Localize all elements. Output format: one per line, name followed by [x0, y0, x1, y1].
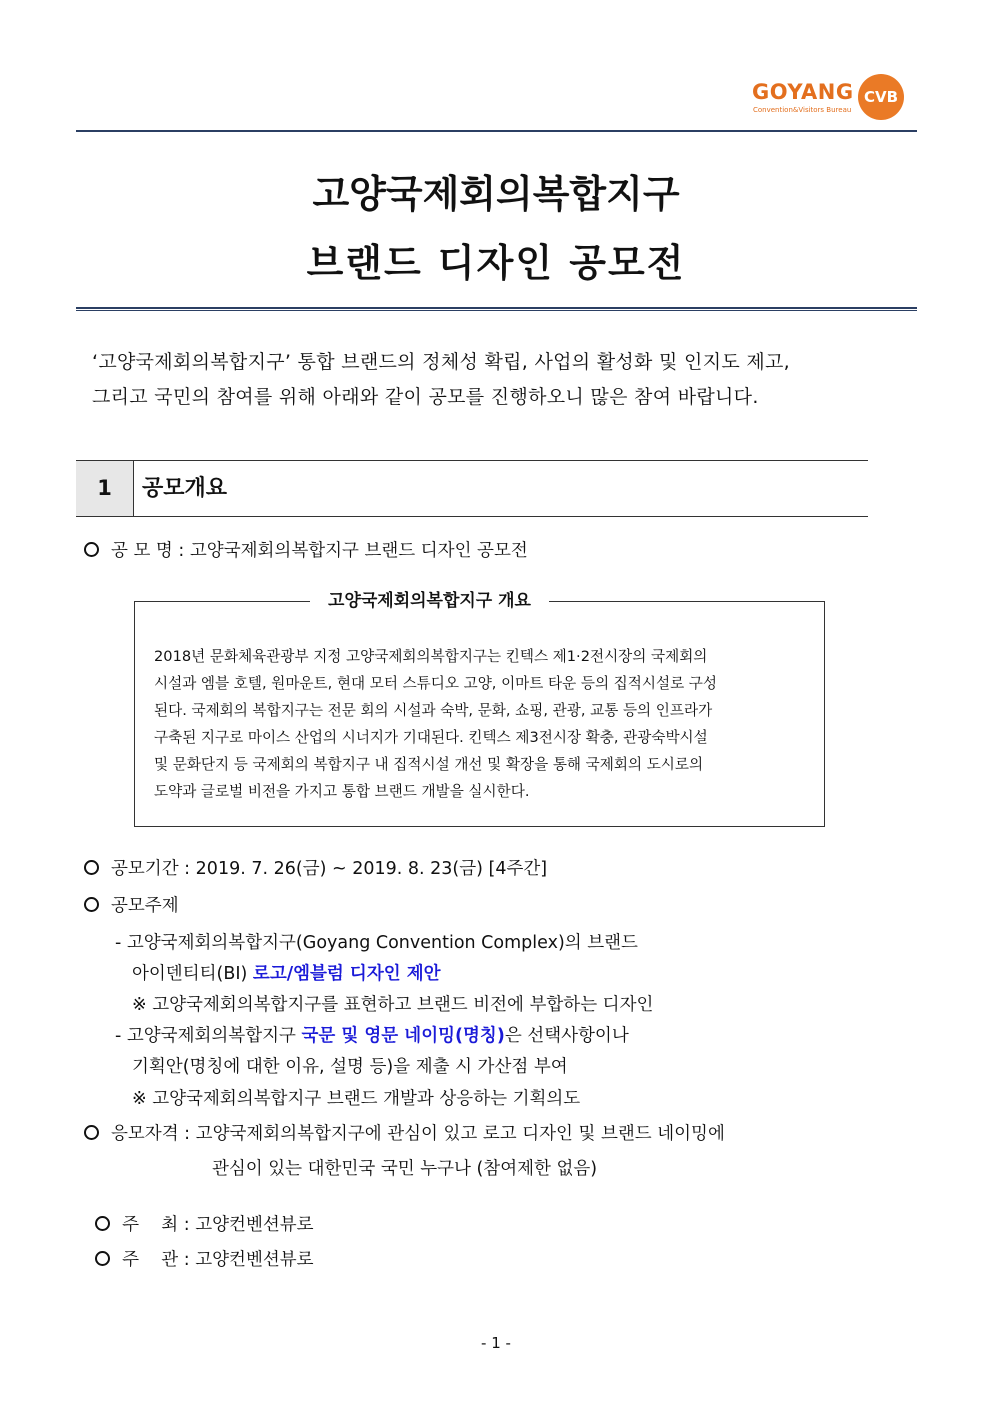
section-number: 1 [76, 461, 134, 516]
eligibility-row [84, 1120, 725, 1145]
title-rule-thin [76, 310, 917, 311]
contest-name-label: 공 모 명 : [111, 541, 185, 561]
period-value: 2019. 7. 26(금) ~ 2019. 8. 23(금) [4주간] [195, 859, 548, 879]
overview-line: 도약과 글로벌 비전을 가지고 통합 브랜드 개발을 실시한다. [154, 783, 530, 800]
theme-note1: ※ 고양국제회의복합지구를 표현하고 브랜드 비전에 부합하는 디자인 [132, 995, 654, 1015]
theme-item1-highlight: 로고/엠블럼 디자인 제안 [252, 964, 441, 984]
eligibility-line1: 고양국제회의복합지구에 관심이 있고 로고 디자인 및 브랜드 네이밍에 [195, 1124, 725, 1144]
contest-name-value: 고양국제회의복합지구 브랜드 디자인 공모전 [189, 541, 528, 561]
circle-bullet-icon [84, 860, 99, 875]
overview-line: 시설과 엠블 호텔, 원마운트, 현대 모터 스튜디오 고양, 이마트 타운 등의 집적시설로 구성 [154, 675, 718, 692]
overview-line: 및 문화단지 등 국제회의 복합지구 내 집적시설 개선 및 확장을 통해 국제회의 도시로의 [154, 756, 704, 773]
theme-item2-tail: 은 선택사항이나 [504, 1026, 629, 1046]
circle-bullet-icon [84, 1125, 99, 1140]
eligibility-label: 응모자격 : [111, 1124, 191, 1144]
intro-line2: 그리고 국민의 참여를 위해 아래와 같이 공모를 진행하오니 많은 참여 바랍니다. [92, 386, 759, 408]
theme-row [84, 892, 179, 917]
organizer-label: 주 관 : [122, 1250, 190, 1270]
eligibility-line2: 관심이 있는 대한민국 국민 누구나 (참여제한 없음) [212, 1159, 598, 1179]
organizer-value: 고양컨벤션뷰로 [195, 1250, 314, 1270]
goyang-cvb-logo [752, 74, 910, 118]
document-title-line1: 고양국제회의복합지구 [312, 172, 680, 216]
theme-item1-plain: 아이덴티티(BI) [132, 964, 253, 984]
overview-line: 구축된 지구로 마이스 산업의 시너지가 기대된다. 킨텍스 제3전시장 확충, 관광숙박시설 [154, 729, 708, 746]
theme-item2-line1 [115, 1022, 629, 1047]
title-rule [76, 307, 917, 309]
theme-item1-line2 [132, 960, 441, 985]
period-row [84, 855, 547, 880]
organizer-row [84, 1226, 314, 1271]
section-title: 공모개요 [142, 476, 228, 501]
overview-line: 2018년 문화체육관광부 지정 고양국제회의복합지구는 킨텍스 제1·2전시장의 국제회의 [154, 648, 708, 665]
period-label: 공모기간 : [111, 859, 191, 879]
overview-box-title: 고양국제회의복합지구 개요 [310, 586, 549, 611]
contest-name-row [84, 537, 528, 562]
section-header [76, 460, 868, 517]
circle-bullet-icon [84, 897, 99, 912]
host-label: 주 최 : [122, 1215, 190, 1235]
circle-bullet-icon [84, 542, 99, 557]
intro-line1: ‘고양국제회의복합지구’ 통합 브랜드의 정체성 확립, 사업의 활성화 및 인지도 제고, [92, 351, 790, 373]
circle-bullet-icon [95, 1251, 110, 1266]
theme-item1-line1: - 고양국제회의복합지구(Goyang Convention Complex)의 브랜드 [115, 933, 638, 953]
theme-item2-line2: 기획안(명칭에 대한 이유, 설명 등)을 제출 시 가산점 부여 [132, 1057, 568, 1077]
theme-item2-highlight: 국문 및 영문 네이밍(명칭) [301, 1026, 505, 1046]
header-rule [76, 130, 917, 132]
theme-label: 공모주제 [111, 896, 179, 916]
host-value: 고양컨벤션뷰로 [195, 1215, 314, 1235]
logo-wordmark: GOYANG [752, 80, 854, 104]
theme-note2: ※ 고양국제회의복합지구 브랜드 개발과 상응하는 기획의도 [132, 1089, 581, 1109]
document-title-line2: 브랜드 디자인 공모전 [306, 241, 686, 285]
page-number: - 1 - [481, 1334, 511, 1352]
overview-line: 된다. 국제회의 복합지구는 전문 회의 시설과 숙박, 문화, 쇼핑, 관광, 교통 등의 인프라가 [154, 702, 713, 719]
logo-subtitle: Convention&Visitors Bureau [753, 106, 852, 114]
theme-item2-plain: - 고양국제회의복합지구 [115, 1026, 302, 1046]
logo-badge: CVB [858, 74, 904, 120]
